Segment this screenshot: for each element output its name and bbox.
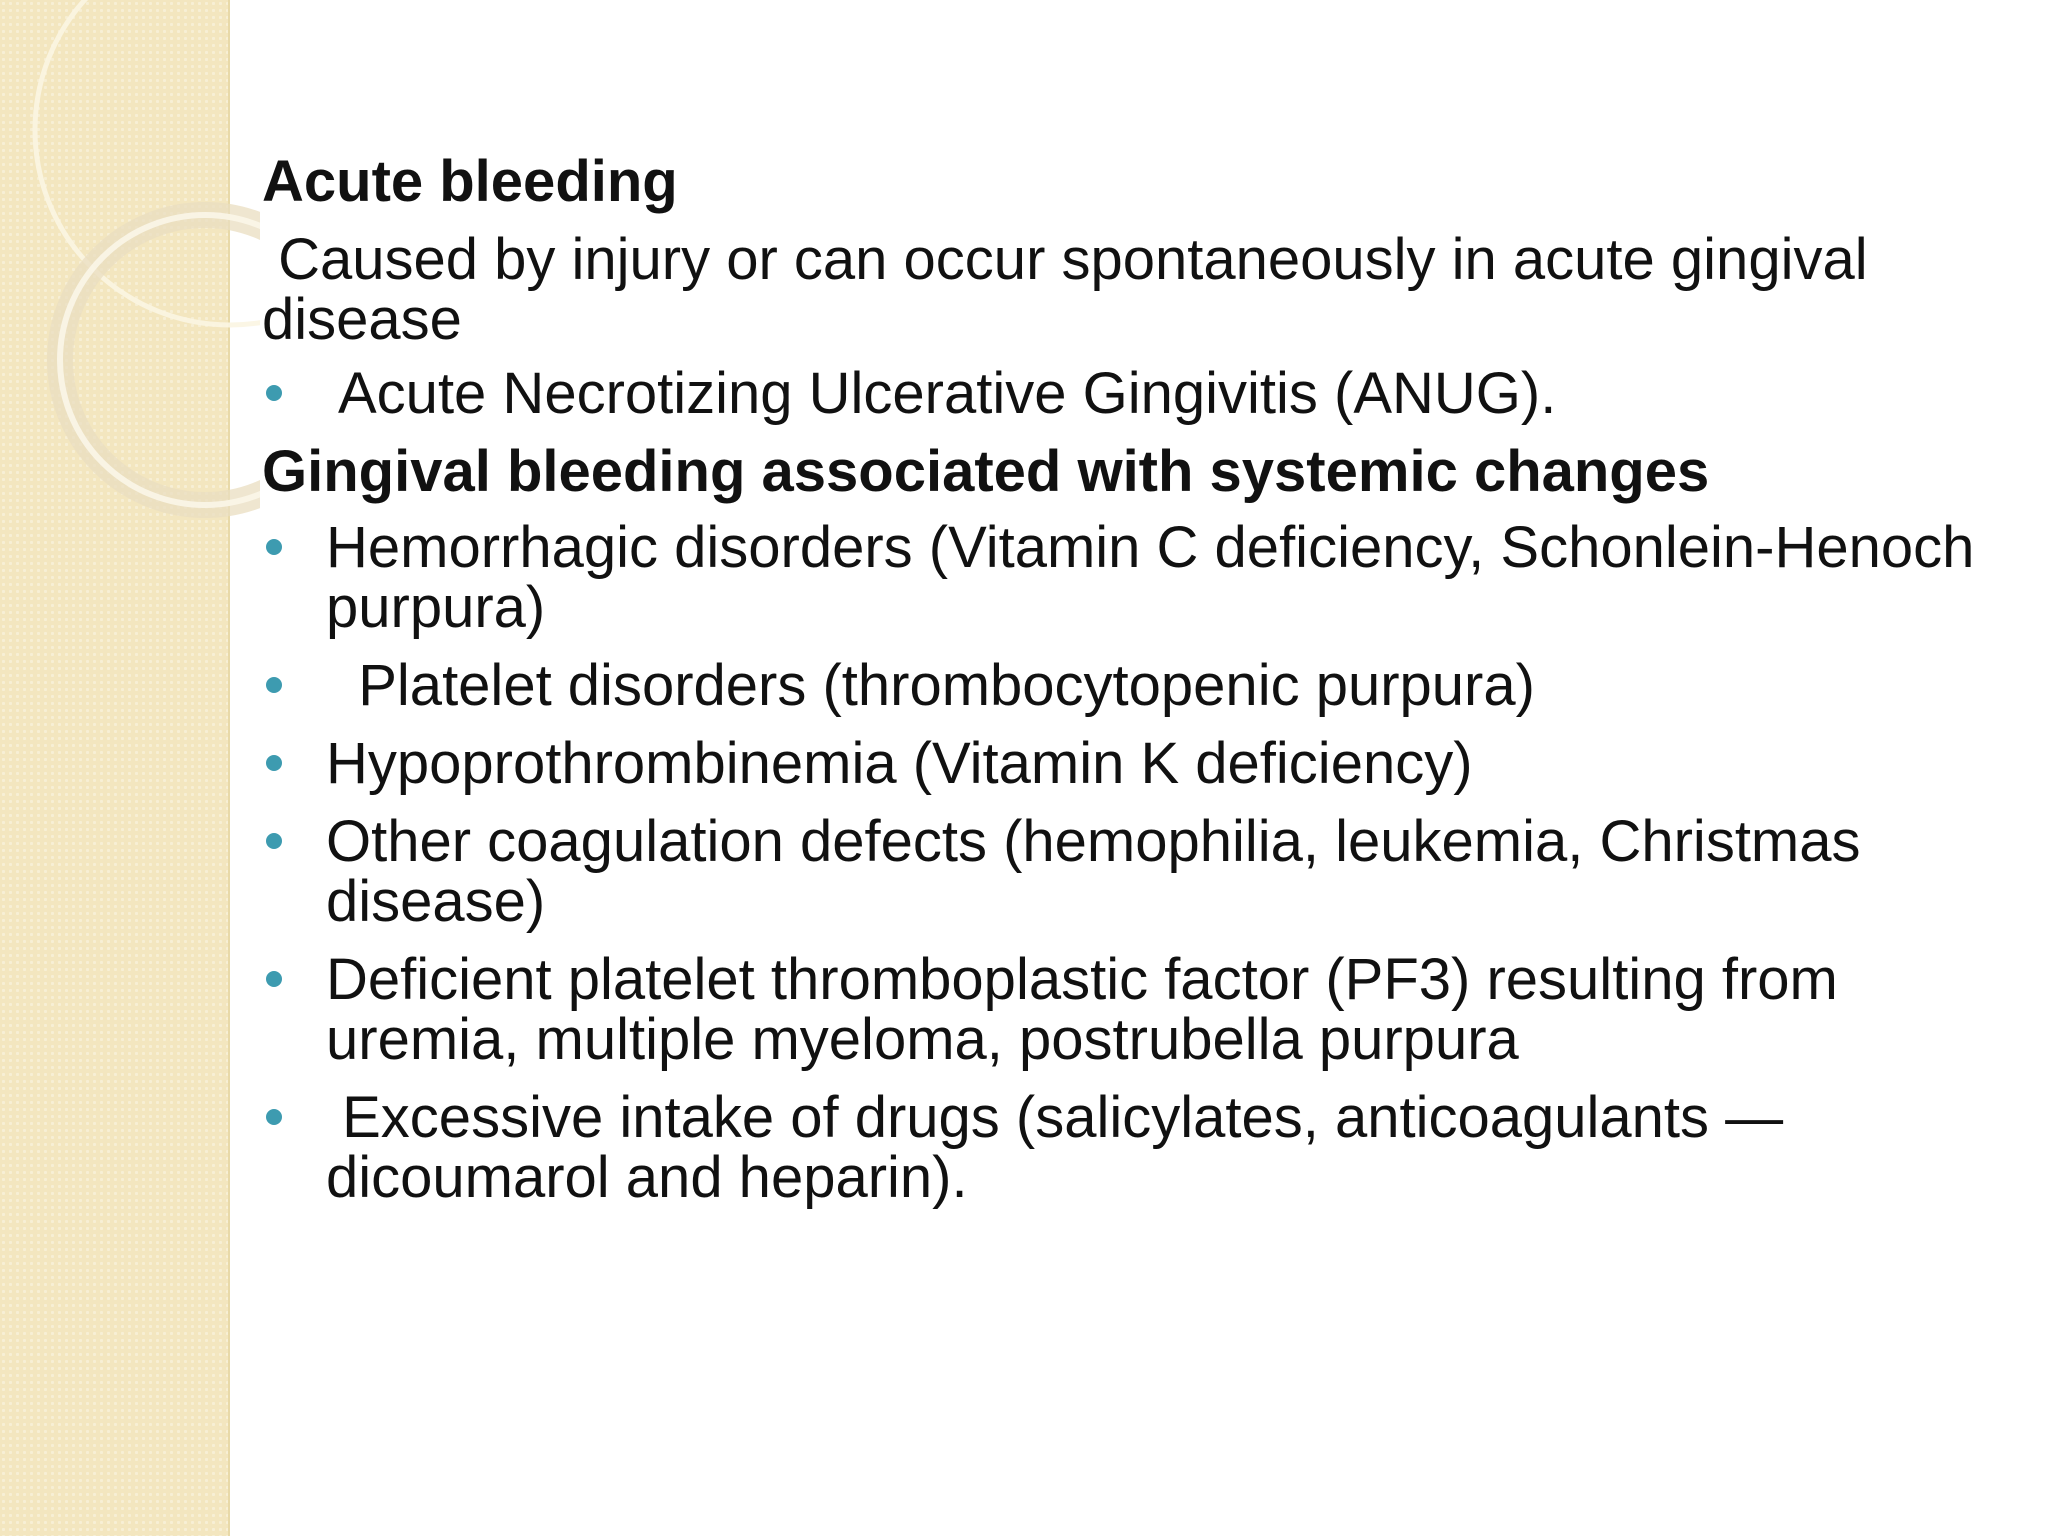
bullet-icon [266, 1109, 282, 1125]
bullet-icon [266, 677, 282, 693]
list-item [262, 809, 2002, 934]
list-item-text: Excessive intake of drugs (salicylates, anticoagulants — dicoumarol and heparin). [326, 1085, 1800, 1210]
bullet-list-systemic [262, 515, 2002, 1210]
list-item [262, 947, 2002, 1072]
heading-systemic-changes: Gingival bleeding associated with systemic changes [262, 439, 1710, 504]
bullet-icon [266, 833, 282, 849]
bullet-icon [266, 539, 282, 555]
list-item-text: Hypoprothrombinemia (Vitamin K deficiency) [326, 731, 1473, 796]
bullet-icon [266, 755, 282, 771]
list-item [262, 1085, 2002, 1210]
list-item-text: Other coagulation defects (hemophilia, leukemia, Christmas disease) [326, 809, 1861, 934]
list-item-text: Platelet disorders (thrombocytopenic purpura) [326, 653, 1535, 718]
list-item [262, 515, 2002, 640]
list-item-text: Hemorrhagic disorders (Vitamin C deficiency, Schonlein-Henoch purpura) [326, 515, 1975, 640]
list-item [262, 361, 2002, 426]
paragraph-caused-by-injury: Caused by injury or can occur spontaneously in acute gingival disease [262, 227, 1884, 352]
list-item-text: Deficient platelet thromboplastic factor (PF3) resulting from uremia, multiple myeloma, postrubella purpura [326, 947, 1838, 1072]
list-item [262, 653, 2002, 718]
list-item [262, 731, 2002, 796]
list-item-text: Acute Necrotizing Ulcerative Gingivitis (ANUG). [338, 361, 1557, 426]
slide-content [262, 149, 2002, 1226]
bullet-list-acute [262, 361, 2002, 426]
bullet-icon [266, 385, 282, 401]
bullet-icon [266, 971, 282, 987]
heading-acute-bleeding: Acute bleeding [262, 149, 678, 214]
decorative-circles [0, 0, 260, 520]
